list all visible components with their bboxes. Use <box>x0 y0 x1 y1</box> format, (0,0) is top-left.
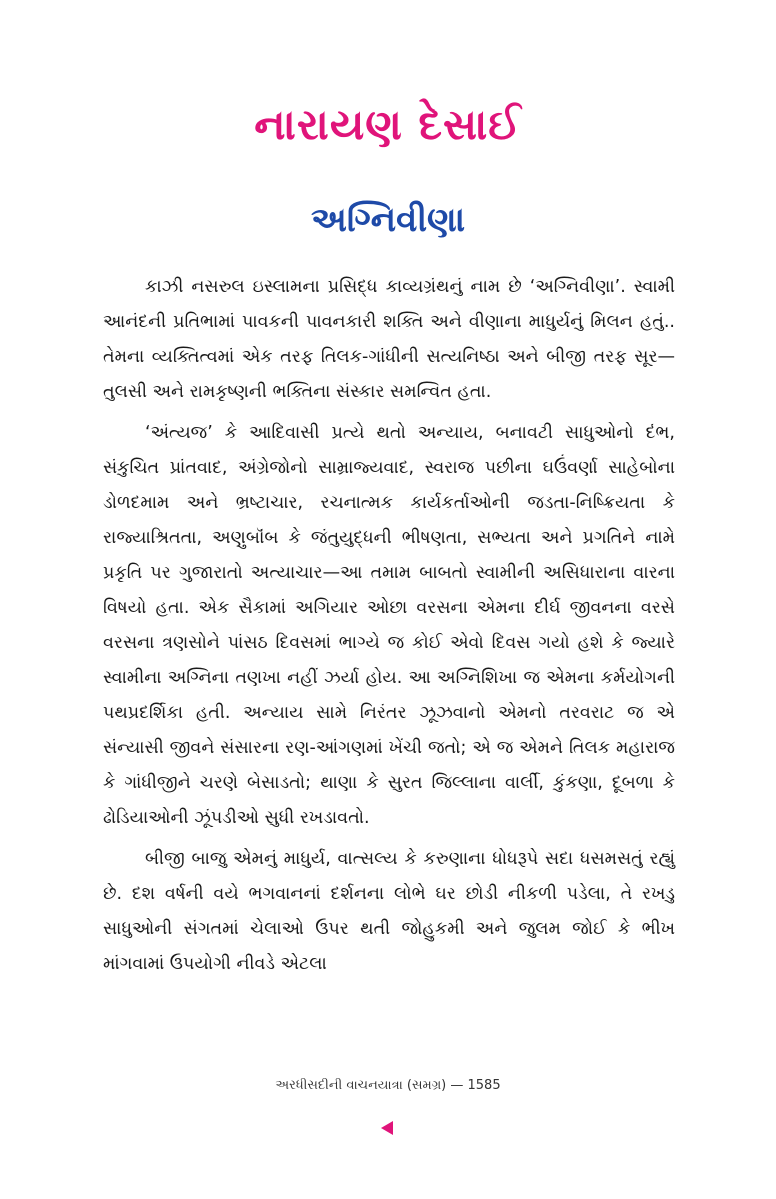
paragraph: કાઝી નસરુલ ઇસ્લામના પ્રસિદ્ધ કાવ્યગ્રંથનું નામ છે ‘અગ્નિવીણા’. સ્વામી આનંદની પ્રતિભામાં પાવકની પાવનકારી શક્તિ અને વીણાના માધુર્યનું મિલન હતું.. તેમના વ્યક્તિત્વમાં એક તરફ તિલક-ગાંધીની સત્યનિષ્ઠા અને બીજી તરફ સૂર—તુલસી અને રામકૃષ્ણની ભક્તિના સંસ્કાર સમન્વિત હતા. <box>103 277 675 402</box>
author-heading: નારાયણ દેસાઈ <box>254 100 522 149</box>
paragraph: બીજી બાજુ એમનું માધુર્ય, વાત્સલ્ય કે કરુણાના ધોધરૂપે સદા ધસમસતું રહ્યું છે. દશ વર્ષની વયે ભગવાનનાં દર્શનના લોભે ઘર છોડી નીકળી પડેલા, તે રખડુ સાધુઓની સંગતમાં ચેલાઓ ઉપર થતી જોહુકમી અને જુલમ જોઈ કે ભીખ માંગવામાં ઉપયોગી નીવડે એટલા <box>103 849 675 974</box>
left-triangle-icon[interactable] <box>381 1121 393 1135</box>
paragraph: ‘અંત્યજ’ કે આદિવાસી પ્રત્યે થતો અન્યાય, બનાવટી સાધુઓનો દંભ, સંકુચિત પ્રાંતવાદ, અંગ્રેજોનો સામ્રાજ્યવાદ, સ્વરાજ પછીના ઘઉંવર્ણા સાહેબોના ડોળદમામ અને ભ્રષ્ટાચાર, રચનાત્મક કાર્યકર્તાઓની જડતા-નિષ્ક્રિયતા કે રાજ્યાશ્રિતતા, અણુબૉંબ કે જંતુયુદ્ધની ભીષણતા, સભ્યતા અને પ્રગતિને નામે પ્રકૃતિ પર ગુજારાતો અત્યાચાર—આ તમામ બાબતો સ્વામીની અસિધારાના વારના વિષયો હતા. એક સૈકામાં અગિયાર ઓછા વરસના એમના દીર્ઘ જીવનના વરસે વરસના ત્રણસોને પાંસઠ દિવસમાં ભાગ્યે જ કોઈ એવો દિવસ ગયો હશે કે જ્યારે સ્વામીના અગ્નિના તણખા નહીં ઝર્યા હોય. આ અગ્નિશિખા જ એમના કર્મયોગની પથપ્રદર્શિકા હતી. અન્યાય સામે નિરંતર ઝૂઝવાનો એમનો તરવરાટ જ એ સંન્યાસી જીવને સંસારના રણ-આંગણમાં ખેંચી જતો; એ જ એમને તિલક મહારાજ કે ગાંધીજીને ચરણે બેસાડતો; થાણા કે સુરત જિલ્લાના વાર્લી, કુંકણા, દૂબળા કે ઢોડિયાઓની ઝૂંપડીઓ સુધી રખડાવતો. <box>103 423 675 828</box>
essay-title: અગ્નિવીણા <box>310 200 466 240</box>
body-text <box>103 270 675 988</box>
page-footer: અરધીસદીની વાચનયાત્રા (સમગ્ર) — 1585 <box>275 1078 501 1093</box>
